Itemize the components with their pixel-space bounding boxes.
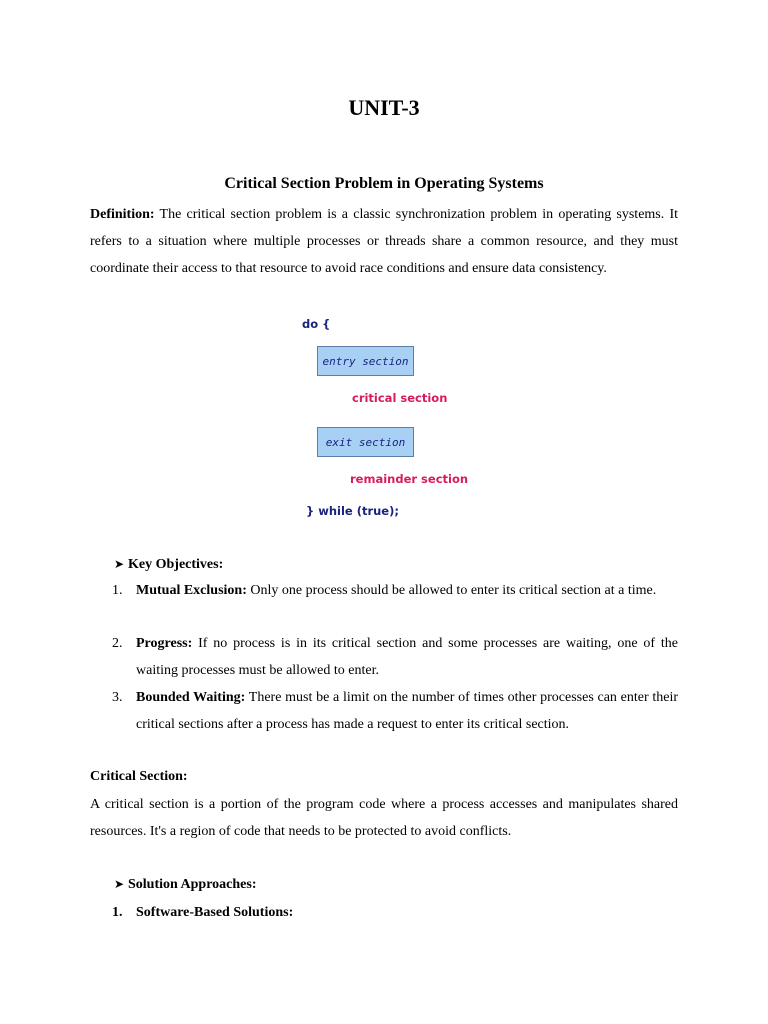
key-objectives-heading [114,553,223,576]
objective-item-mutual-exclusion [112,577,678,604]
solution-item-software [112,899,678,926]
while-label: } while (true); [306,504,399,518]
arrowhead-bullet-icon: ➤ [114,557,125,571]
arrowhead-bullet-icon: ➤ [114,877,125,891]
exit-section-box: exit section [317,427,414,457]
objective-text: Only one process should be allowed to enter its critical section at a time. [246,583,657,598]
section-title: Critical Section Problem in Operating Systems [224,175,544,192]
solution-approaches-heading [114,873,257,896]
list-number: 2. [112,636,123,651]
critical-section-paragraph: A critical section is a portion of the program code where a process accesses and manipulates shared resources. It's a region of code that needs to be protected to avoid conflicts. [90,797,678,839]
objective-text: If no process is in its critical section and some processes are waiting, one of the waiting processes must be allowed to enter. [136,636,678,678]
objective-item-bounded-waiting [112,684,678,738]
definition-label: Definition: [90,207,155,222]
objective-label: Progress: [136,636,193,651]
objective-item-progress [112,630,678,684]
key-objectives-label: Key Objectives: [128,557,224,572]
remainder-section-label: remainder section [350,472,469,486]
critical-section-label: critical section [352,391,448,405]
solution-label: Software-Based Solutions: [136,905,294,920]
list-number: 3. [112,690,123,705]
definition-paragraph [90,201,678,282]
solution-approaches-label: Solution Approaches: [128,877,257,892]
objective-label: Bounded Waiting: [136,690,246,705]
critical-section-heading: Critical Section: [90,769,188,784]
list-number: 1. [112,583,123,598]
entry-section-box: entry section [317,346,414,376]
do-label: do { [302,317,331,331]
unit-title: UNIT-3 [348,95,420,120]
list-number: 1. [112,905,123,920]
objective-label: Mutual Exclusion: [136,583,247,598]
objective-text: There must be a limit on the number of times other processes can enter their critical sections after a process has made a request to enter its critical section. [136,690,678,732]
definition-text: The critical section problem is a classic synchronization problem in operating systems. It refers to a situation where multiple processes or threads share a common resource, and they must coordinate their access to that resource to avoid race conditions and ensure data consistency. [90,207,678,276]
critical-section-diagram [288,305,488,530]
